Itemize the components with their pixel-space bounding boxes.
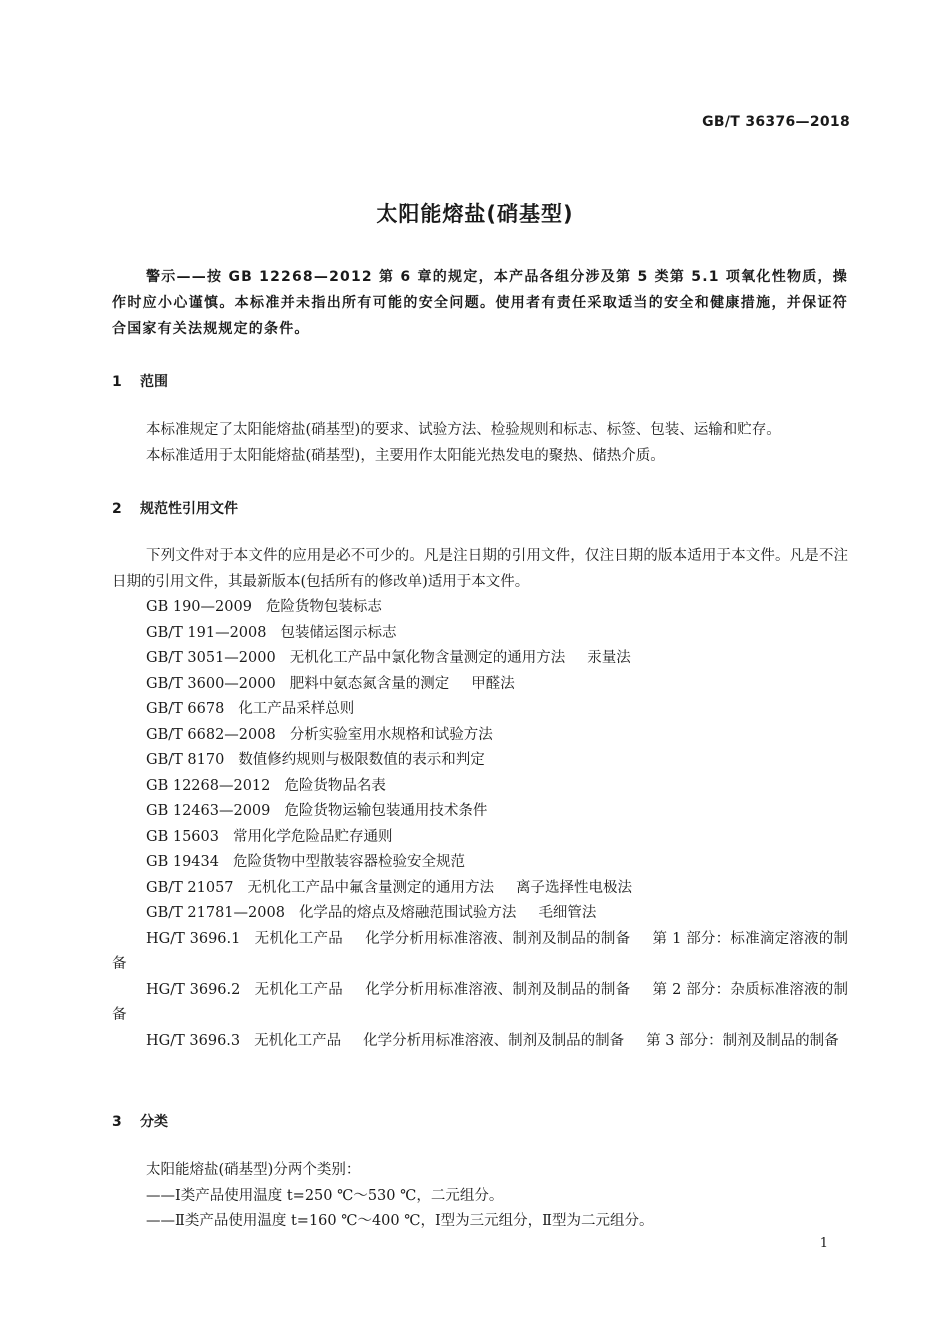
warning-notice: 警示——按 GB 12268—2012 第 6 章的规定，本产品各组分涉及第 5 类第 5.1 项氧化性物质，操作时应小心谨慎。本标准并未指出所有可能的安全问题。使用者有责任采取适当的安全和健康措施，并保证符合国家有关法规规定的条件。 <box>112 269 848 337</box>
section-title: 规范性引用文件 <box>140 501 238 517</box>
reference-title: 无机化工产品 <box>254 1032 342 1049</box>
reference-title: 化学品的熔点及熔融范围试验方法 <box>298 905 517 921</box>
reference-item <box>112 1029 848 1055</box>
reference-code: GB/T 6678 <box>146 701 225 717</box>
reference-title: 无机化工产品 <box>254 930 343 947</box>
section-1-heading <box>112 371 168 391</box>
reference-method: 化学分析用标准溶液、制剂及制品的制备 <box>363 1032 625 1049</box>
scope-paragraph: 本标准适用于太阳能熔盐(硝基型)，主要用作太阳能光热发电的聚热、储热介质。 <box>146 447 665 464</box>
reference-title: 危险货物运输包装通用技术条件 <box>284 803 488 819</box>
section-number: 3 <box>112 1114 122 1130</box>
reference-item <box>112 774 848 800</box>
reference-item <box>112 927 848 978</box>
standard-number: GB/T 36376—2018 <box>702 114 850 130</box>
reference-code: GB 12268—2012 <box>146 777 271 794</box>
reference-item <box>112 697 848 723</box>
reference-title: 常用化学危险品贮存通则 <box>232 828 393 845</box>
reference-code: GB/T 21057 <box>146 879 234 896</box>
reference-item <box>112 646 848 672</box>
reference-item <box>112 595 848 621</box>
reference-item <box>112 901 848 927</box>
section-3-heading <box>112 1111 168 1131</box>
reference-code: GB 19434 <box>146 854 219 870</box>
reference-title: 无机化工产品 <box>254 981 343 998</box>
reference-code: HG/T 3696.2 <box>146 981 241 998</box>
reference-part: 第 3 部分：制剂及制品的制备 <box>646 1032 839 1049</box>
section-2-heading <box>112 498 238 518</box>
reference-item <box>112 748 848 774</box>
reference-item <box>112 621 848 647</box>
reference-title: 无机化工产品中氟含量测定的通用方法 <box>247 879 495 896</box>
reference-method: 化学分析用标准溶液、制剂及制品的制备 <box>364 981 631 998</box>
reference-method: 化学分析用标准溶液、制剂及制品的制备 <box>364 930 631 947</box>
scope-text <box>112 418 848 469</box>
reference-code: GB 190—2009 <box>146 599 252 615</box>
reference-code: HG/T 3696.3 <box>146 1032 241 1049</box>
classification-line: ——Ⅱ类产品使用温度 t=160 ℃～400 ℃，Ⅰ型为三元组分，Ⅱ型为二元组分。 <box>146 1213 654 1229</box>
reference-title: 肥料中氨态氮含量的测定 <box>289 675 450 692</box>
reference-part: 第 2 部分：杂质标准溶液的制备 <box>112 981 848 1023</box>
references-list <box>112 595 848 1054</box>
reference-code: GB/T 3600—2000 <box>146 675 276 692</box>
reference-code: GB/T 6682—2008 <box>146 726 276 743</box>
page-number: 1 <box>819 1236 828 1251</box>
reference-title: 危险货物中型散装容器检验安全规范 <box>232 854 465 870</box>
references-intro <box>112 544 848 595</box>
reference-method: 离子选择性电极法 <box>516 879 633 896</box>
references-intro-paragraph: 下列文件对于本文件的应用是必不可少的。凡是注日期的引用文件，仅注日期的版本适用于本文件。凡是不注日期的引用文件，其最新版本(包括所有的修改单)适用于本文件。 <box>112 548 848 590</box>
reference-title: 危险货物包装标志 <box>265 599 382 615</box>
reference-part: 第 1 部分：标准滴定溶液的制备 <box>112 930 848 972</box>
reference-code: GB 12463—2009 <box>146 803 271 819</box>
reference-method: 甲醛法 <box>471 675 515 692</box>
scope-paragraph: 本标准规定了太阳能熔盐(硝基型)的要求、试验方法、检验规则和标志、标签、包装、运输和贮存。 <box>146 422 781 438</box>
reference-title: 数值修约规则与极限数值的表示和判定 <box>238 752 485 768</box>
reference-item <box>112 825 848 851</box>
reference-item <box>112 978 848 1029</box>
reference-title: 化工产品采样总则 <box>238 701 355 717</box>
reference-title: 危险货物品名表 <box>284 777 386 794</box>
section-title: 范围 <box>140 374 168 390</box>
reference-code: GB/T 8170 <box>146 752 225 768</box>
reference-title: 包装储运图示标志 <box>280 624 397 641</box>
section-title: 分类 <box>140 1114 168 1130</box>
classification-text <box>112 1158 848 1235</box>
reference-code: HG/T 3696.1 <box>146 930 241 947</box>
reference-method: 毛细管法 <box>538 905 597 921</box>
reference-item <box>112 876 848 902</box>
classification-line: 太阳能熔盐(硝基型)分两个类别： <box>146 1162 361 1178</box>
reference-item <box>112 799 848 825</box>
section-number: 1 <box>112 374 122 390</box>
reference-method: 汞量法 <box>587 650 631 666</box>
reference-item <box>112 850 848 876</box>
reference-code: GB/T 3051—2000 <box>146 650 276 666</box>
reference-title: 无机化工产品中氯化物含量测定的通用方法 <box>289 650 566 666</box>
reference-code: GB 15603 <box>146 828 219 845</box>
document-title: 太阳能熔盐(硝基型) <box>376 202 574 226</box>
section-number: 2 <box>112 501 122 517</box>
reference-item <box>112 723 848 749</box>
classification-line: ——Ⅰ类产品使用温度 t=250 ℃～530 ℃，二元组分。 <box>146 1187 504 1204</box>
reference-code: GB/T 191—2008 <box>146 624 267 641</box>
reference-code: GB/T 21781—2008 <box>146 905 285 921</box>
reference-title: 分析实验室用水规格和试验方法 <box>289 726 493 743</box>
reference-item <box>112 672 848 698</box>
